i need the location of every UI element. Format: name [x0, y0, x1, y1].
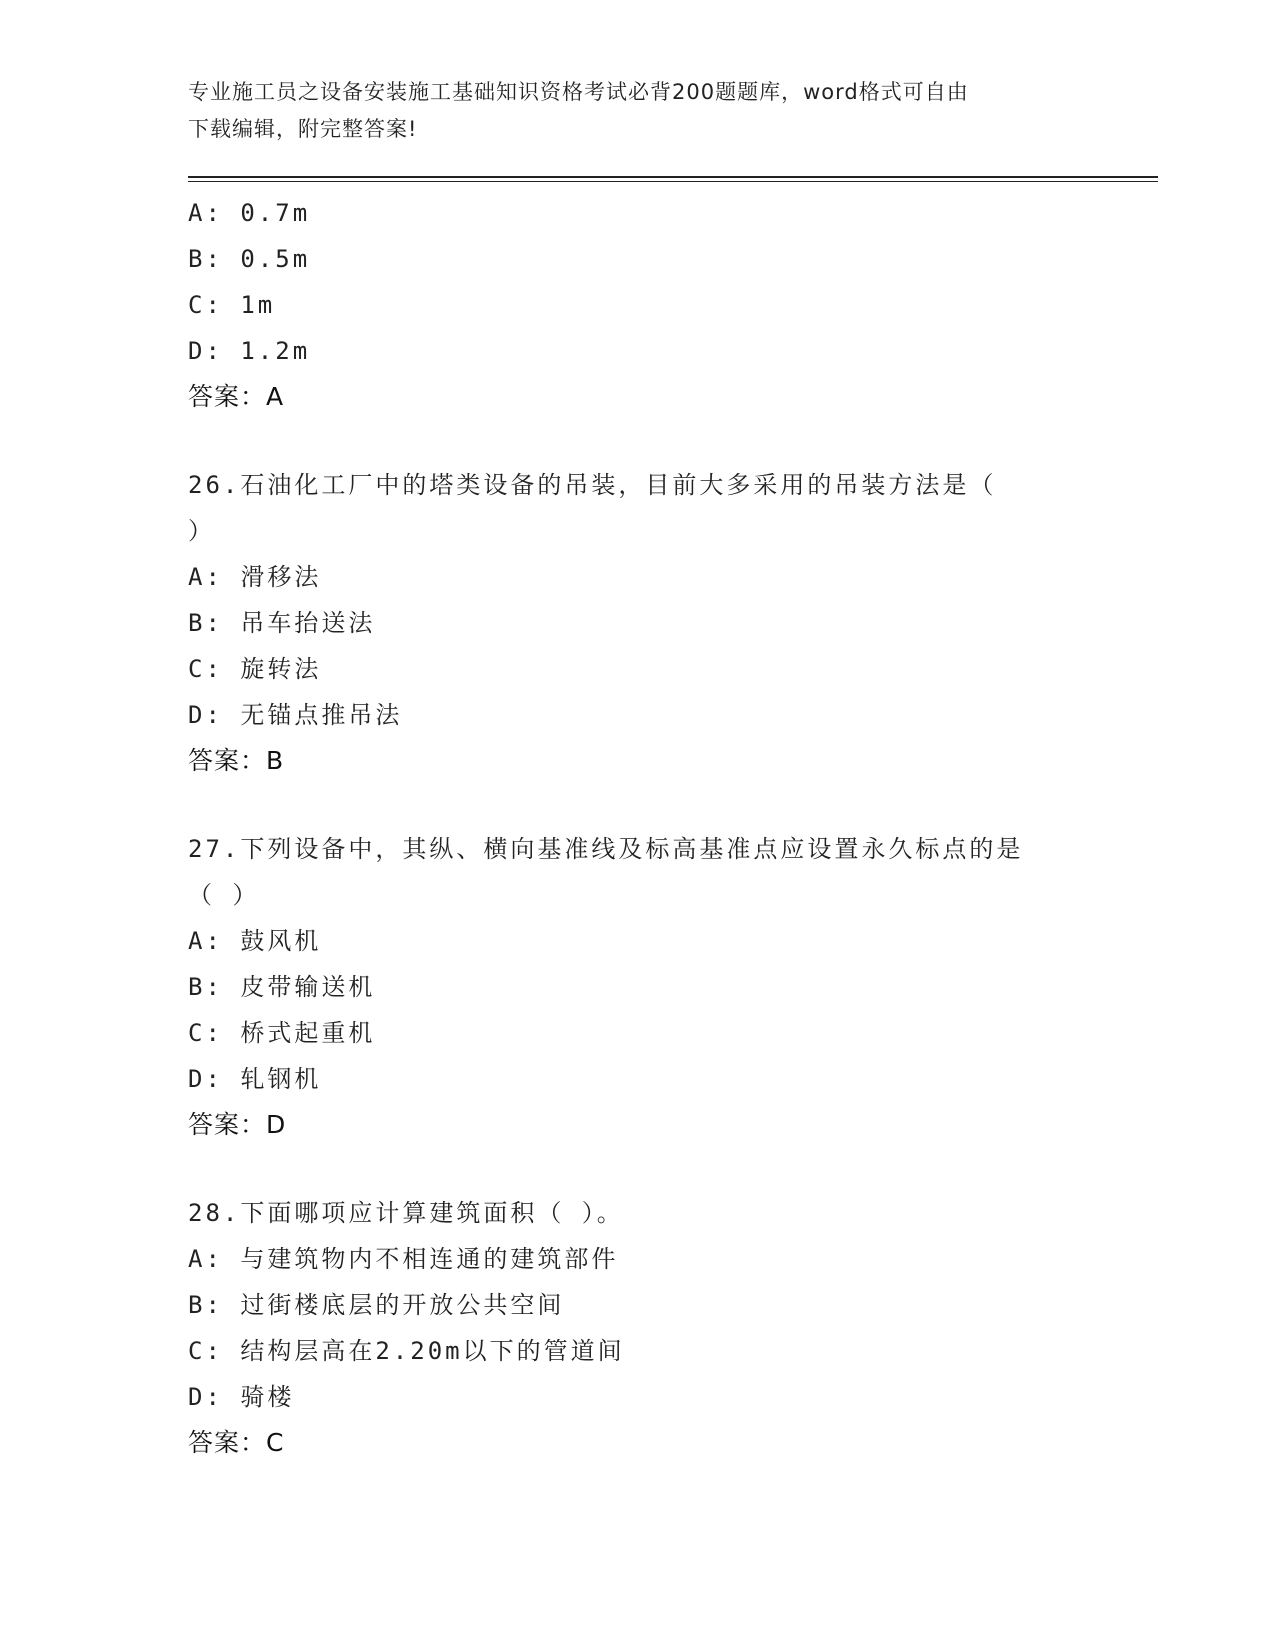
header-line-1: 专业施工员之设备安装施工基础知识资格考试必背200题题库，word格式可自由 — [188, 80, 969, 104]
question-25-block — [188, 190, 1088, 420]
option-a: A: 鼓风机 — [188, 927, 322, 955]
question-28-block — [188, 1190, 1088, 1466]
question-title: 28.下面哪项应计算建筑面积（ ）。 — [188, 1199, 624, 1227]
option-c: C: 1m — [188, 291, 276, 319]
question-title: 27.下列设备中，其纵、横向基准线及标高基准点应设置永久标点的是 — [188, 835, 1024, 863]
option-c: C: 旋转法 — [188, 655, 322, 683]
answer-line: 答案：A — [188, 382, 285, 411]
option-d: D: 无锚点推吊法 — [188, 701, 403, 729]
option-c: C: 结构层高在2.20m以下的管道间 — [188, 1337, 625, 1365]
option-a: A: 滑移法 — [188, 563, 322, 591]
option-b: B: 吊车抬送法 — [188, 609, 376, 637]
answer-line: 答案：C — [188, 1428, 285, 1457]
answer-line: 答案：B — [188, 746, 285, 775]
document-header — [188, 74, 1088, 148]
header-line-2: 下载编辑，附完整答案! — [188, 117, 418, 141]
question-26-block — [188, 462, 1088, 784]
document-body — [188, 190, 1088, 1466]
header-divider-thin — [188, 181, 1158, 182]
option-d: D: 1.2m — [188, 337, 311, 365]
option-d: D: 骑楼 — [188, 1383, 295, 1411]
option-a: A: 0.7m — [188, 199, 311, 227]
option-b: B: 皮带输送机 — [188, 973, 376, 1001]
option-b: B: 过街楼底层的开放公共空间 — [188, 1291, 565, 1319]
option-d: D: 轧钢机 — [188, 1065, 322, 1093]
question-27-block — [188, 826, 1088, 1148]
question-title-cont: （ ） — [188, 881, 260, 909]
answer-line: 答案：D — [188, 1110, 287, 1139]
header-divider-thick — [188, 176, 1158, 178]
question-title: 26.石油化工厂中的塔类设备的吊装，目前大多采用的吊装方法是（ — [188, 471, 997, 499]
question-title-cont: ） — [188, 517, 215, 545]
option-c: C: 桥式起重机 — [188, 1019, 376, 1047]
option-b: B: 0.5m — [188, 245, 311, 273]
option-a: A: 与建筑物内不相连通的建筑部件 — [188, 1245, 619, 1273]
